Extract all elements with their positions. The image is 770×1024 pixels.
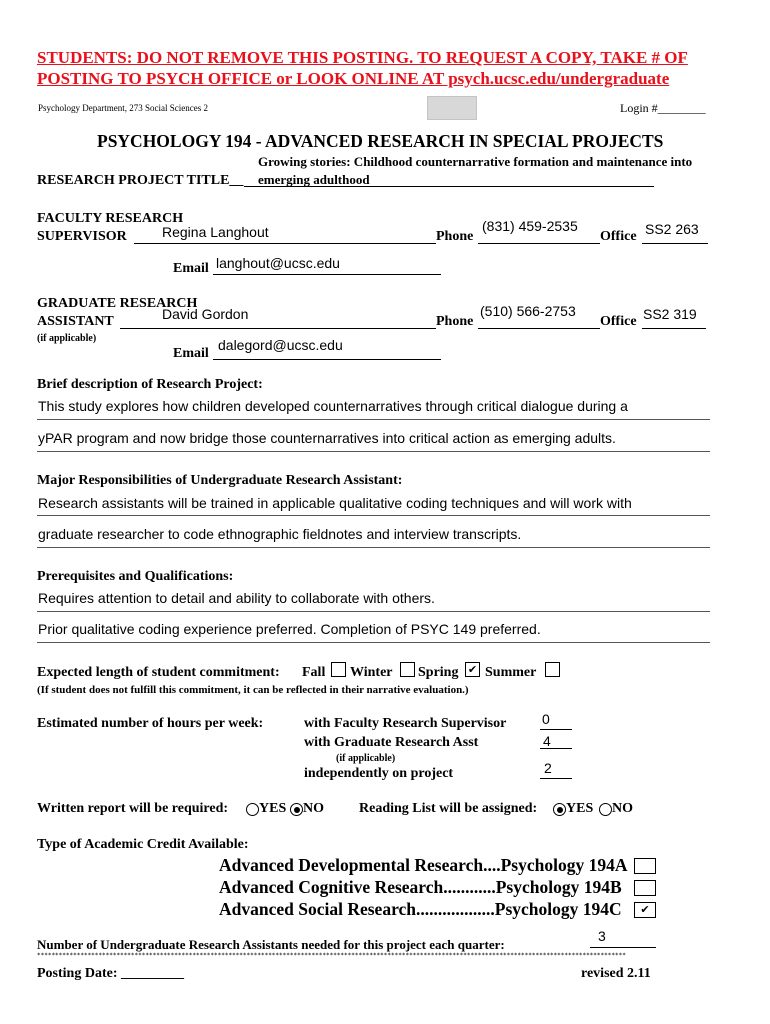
faculty-phone-line <box>478 243 600 244</box>
reading-yes-label: YES <box>566 801 594 816</box>
faculty-office-label: Office <box>600 229 637 244</box>
credit-option-194a: Advanced Developmental Research....Psychology 194A <box>219 855 628 875</box>
project-title-underline <box>244 186 654 187</box>
winter-checkbox[interactable] <box>400 662 415 677</box>
graduate-office-label: Office <box>600 314 637 329</box>
responsibilities-line-1[interactable]: Research assistants will be trained in applicable qualitative coding techniques and will work with <box>38 495 632 511</box>
spring-label: Spring <box>418 665 459 680</box>
assistants-line <box>590 947 656 948</box>
credit-label: Type of Academic Credit Available: <box>37 837 249 852</box>
reading-no-label: NO <box>612 801 633 816</box>
faculty-email-line <box>213 274 441 275</box>
notice-line-2: POSTING TO PSYCH OFFICE or LOOK ONLINE AT psych.ucsc.edu/undergraduate <box>37 69 670 88</box>
report-yes-radio[interactable] <box>246 803 259 816</box>
fall-checkbox[interactable] <box>331 662 346 677</box>
project-title-label: RESEARCH PROJECT TITLE__ <box>37 173 244 188</box>
hours-grad-label: with Graduate Research Asst <box>304 735 479 750</box>
graduate-name-value[interactable]: David Gordon <box>162 306 249 322</box>
responsibilities-rule-1 <box>37 515 710 516</box>
responsibilities-line-2[interactable]: graduate researcher to code ethnographic fieldnotes and interview transcripts. <box>38 526 522 542</box>
hours-independent-label: independently on project <box>304 766 454 781</box>
prerequisites-rule-1 <box>37 611 710 612</box>
hours-faculty-line <box>540 729 572 730</box>
credit-194a-checkbox[interactable] <box>634 858 656 874</box>
graduate-label-1: GRADUATE RESEARCH <box>37 296 198 311</box>
faculty-email-value[interactable]: langhout@ucsc.edu <box>216 255 340 271</box>
assistants-label: Number of Undergraduate Research Assistants needed for this project each quarter: <box>37 937 505 952</box>
credit-194c-checkbox[interactable]: ✔ <box>634 902 656 918</box>
graduate-email-line <box>213 359 441 360</box>
faculty-office-value[interactable]: SS2 263 <box>645 221 699 237</box>
project-title-line-2: emerging adulthood <box>258 172 370 187</box>
page-title: PSYCHOLOGY 194 - ADVANCED RESEARCH IN SPECIAL PROJECTS <box>97 131 664 151</box>
description-rule-1 <box>37 419 710 420</box>
credit-option-194b: Advanced Cognitive Research............Psychology 194B <box>219 877 622 897</box>
commitment-label: Expected length of student commitment: <box>37 665 280 680</box>
graduate-office-line <box>642 328 706 329</box>
revised-label: revised 2.11 <box>581 966 651 981</box>
report-no-label: NO <box>303 801 324 816</box>
faculty-email-label: Email <box>173 261 209 276</box>
posting-date: Posting Date: _________ <box>37 966 184 981</box>
credit-194b-checkbox[interactable] <box>634 880 656 896</box>
graduate-note: (if applicable) <box>37 333 97 344</box>
faculty-phone-value[interactable]: (831) 459-2535 <box>482 218 578 234</box>
hours-grad-line <box>540 748 572 749</box>
project-title-line-1: Growing stories: Childhood counternarrative formation and maintenance into <box>258 154 693 169</box>
graduate-email-label: Email <box>173 346 209 361</box>
hours-faculty-value[interactable]: 0 <box>542 711 550 727</box>
login-stamp <box>427 96 477 120</box>
credit-option-194c: Advanced Social Research..................Psychology 194C <box>219 899 622 919</box>
notice-line-1: STUDENTS: DO NOT REMOVE THIS POSTING. TO REQUEST A COPY, TAKE # OF <box>37 48 688 67</box>
prerequisites-line-2[interactable]: Prior qualitative coding experience preferred. Completion of PSYC 149 preferred. <box>38 621 541 637</box>
faculty-label-1: FACULTY RESEARCH <box>37 211 184 226</box>
department-address: Psychology Department, 273 Social Sciences 2 <box>38 103 208 113</box>
hours-grad-value[interactable]: 4 <box>543 733 551 749</box>
commitment-note: (If student does not fulfill this commitment, it can be reflected in their narrative evaluation.) <box>37 684 469 696</box>
hours-grad-note: (if applicable) <box>336 753 396 764</box>
hours-label: Estimated number of hours per week: <box>37 716 264 731</box>
login-number: Login #________ <box>620 101 706 115</box>
graduate-phone-line <box>478 328 600 329</box>
graduate-label-2: ASSISTANT <box>37 314 114 329</box>
report-yes-label: YES <box>259 801 287 816</box>
graduate-office-value[interactable]: SS2 319 <box>643 306 697 322</box>
faculty-phone-label: Phone <box>436 229 474 244</box>
hours-faculty-label: with Faculty Research Supervisor <box>304 716 507 731</box>
graduate-phone-label: Phone <box>436 314 474 329</box>
reading-yes-radio[interactable] <box>553 803 566 816</box>
faculty-office-line <box>642 243 708 244</box>
footer-divider: ******************************************************************************************************************************************************************* <box>37 952 626 959</box>
hours-independent-value[interactable]: 2 <box>544 760 552 776</box>
faculty-label-2: SUPERVISOR <box>37 229 127 244</box>
prerequisites-rule-2 <box>37 642 710 643</box>
spring-checkbox[interactable]: ✔ <box>465 662 480 677</box>
summer-label: Summer <box>485 665 537 680</box>
report-label: Written report will be required: <box>37 801 229 816</box>
description-label: Brief description of Research Project: <box>37 377 263 392</box>
report-no-radio[interactable] <box>290 803 303 816</box>
prerequisites-line-1[interactable]: Requires attention to detail and ability to collaborate with others. <box>38 590 435 606</box>
summer-checkbox[interactable] <box>545 662 560 677</box>
prerequisites-label: Prerequisites and Qualifications: <box>37 569 234 584</box>
graduate-phone-value[interactable]: (510) 566-2753 <box>480 303 576 319</box>
faculty-name-line <box>134 243 436 244</box>
responsibilities-rule-2 <box>37 547 710 548</box>
responsibilities-label: Major Responsibilities of Undergraduate Research Assistant: <box>37 473 403 488</box>
hours-independent-line <box>540 778 572 779</box>
fall-label: Fall <box>302 665 326 680</box>
faculty-name-value[interactable]: Regina Langhout <box>162 224 269 240</box>
description-rule-2 <box>37 451 710 452</box>
reading-no-radio[interactable] <box>599 803 612 816</box>
assistants-value[interactable]: 3 <box>598 928 606 944</box>
description-line-2[interactable]: yPAR program and now bridge those counternarratives into critical action as emerging adults. <box>38 430 616 446</box>
graduate-email-value[interactable]: dalegord@ucsc.edu <box>218 337 343 353</box>
winter-label: Winter <box>350 665 393 680</box>
reading-label: Reading List will be assigned: <box>359 801 538 816</box>
graduate-name-line <box>120 328 436 329</box>
description-line-1[interactable]: This study explores how children developed counternarratives through critical dialogue during a <box>38 398 628 414</box>
